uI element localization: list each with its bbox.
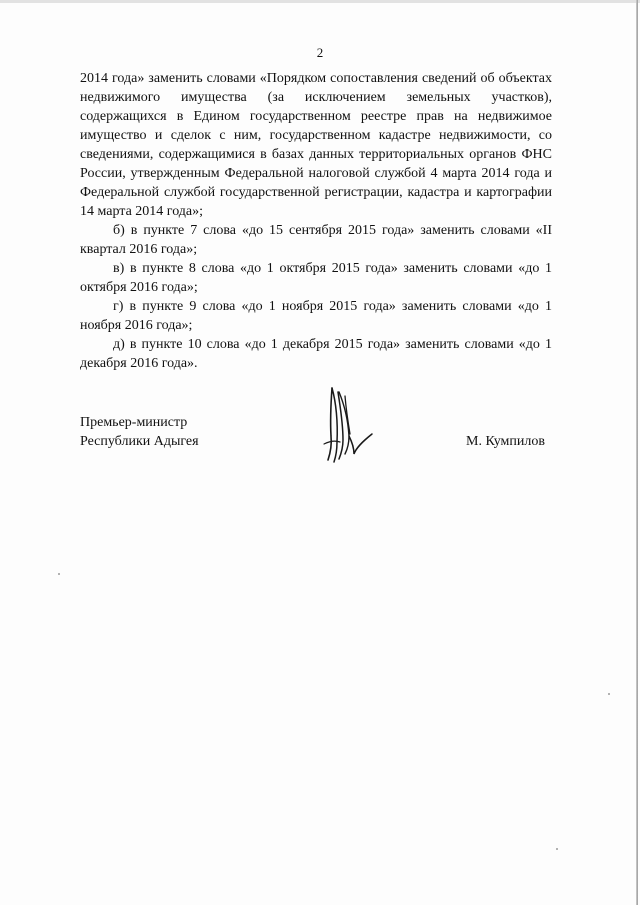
paragraph-item-g: г) в пункте 9 слова «до 1 ноября 2015 года» заменить словами «до 1 ноября 2016 года»; — [80, 299, 552, 333]
document-body — [80, 69, 552, 373]
scan-speck — [608, 693, 610, 695]
paragraph-item-v: в) в пункте 8 слова «до 1 октября 2015 года» заменить словами «до 1 октября 2016 года»; — [80, 261, 552, 295]
page-top-edge — [0, 0, 640, 3]
paragraph-continuation: 2014 года» заменить словами «Порядком сопоставления сведений об объектах недвижимого имущества (за исключением земельных участков), содержащихся в Едином государственном реестре прав на недвижимое имущество и сделок с ним, государственном кадастре недвижимости, со сведениями, содержащимися в базах данных территориальных органов ФНС России, утвержденным Федеральной налоговой службой 4 марта 2014 года и Федеральной службой государственной регистрации, кадастра и картографии 14 марта 2014 года»; — [80, 71, 552, 219]
signatory-title: Премьер-министр — [80, 415, 188, 430]
paragraph-item-d: д) в пункте 10 слова «до 1 декабря 2015 года» заменить словами «до 1 декабря 2016 года». — [80, 337, 552, 371]
signatory-position — [80, 413, 199, 451]
scan-speck — [556, 848, 558, 850]
scan-speck — [58, 573, 60, 575]
page-right-edge — [636, 0, 638, 905]
paragraph-item-b: б) в пункте 7 слова «до 15 сентября 2015 года» заменить словами «II квартал 2016 года»; — [80, 223, 552, 257]
page-number: 2 — [316, 45, 324, 60]
handwritten-signature — [318, 382, 380, 466]
signatory-name: М. Кумпилов — [466, 434, 545, 449]
signatory-region: Республики Адыгея — [80, 434, 199, 449]
